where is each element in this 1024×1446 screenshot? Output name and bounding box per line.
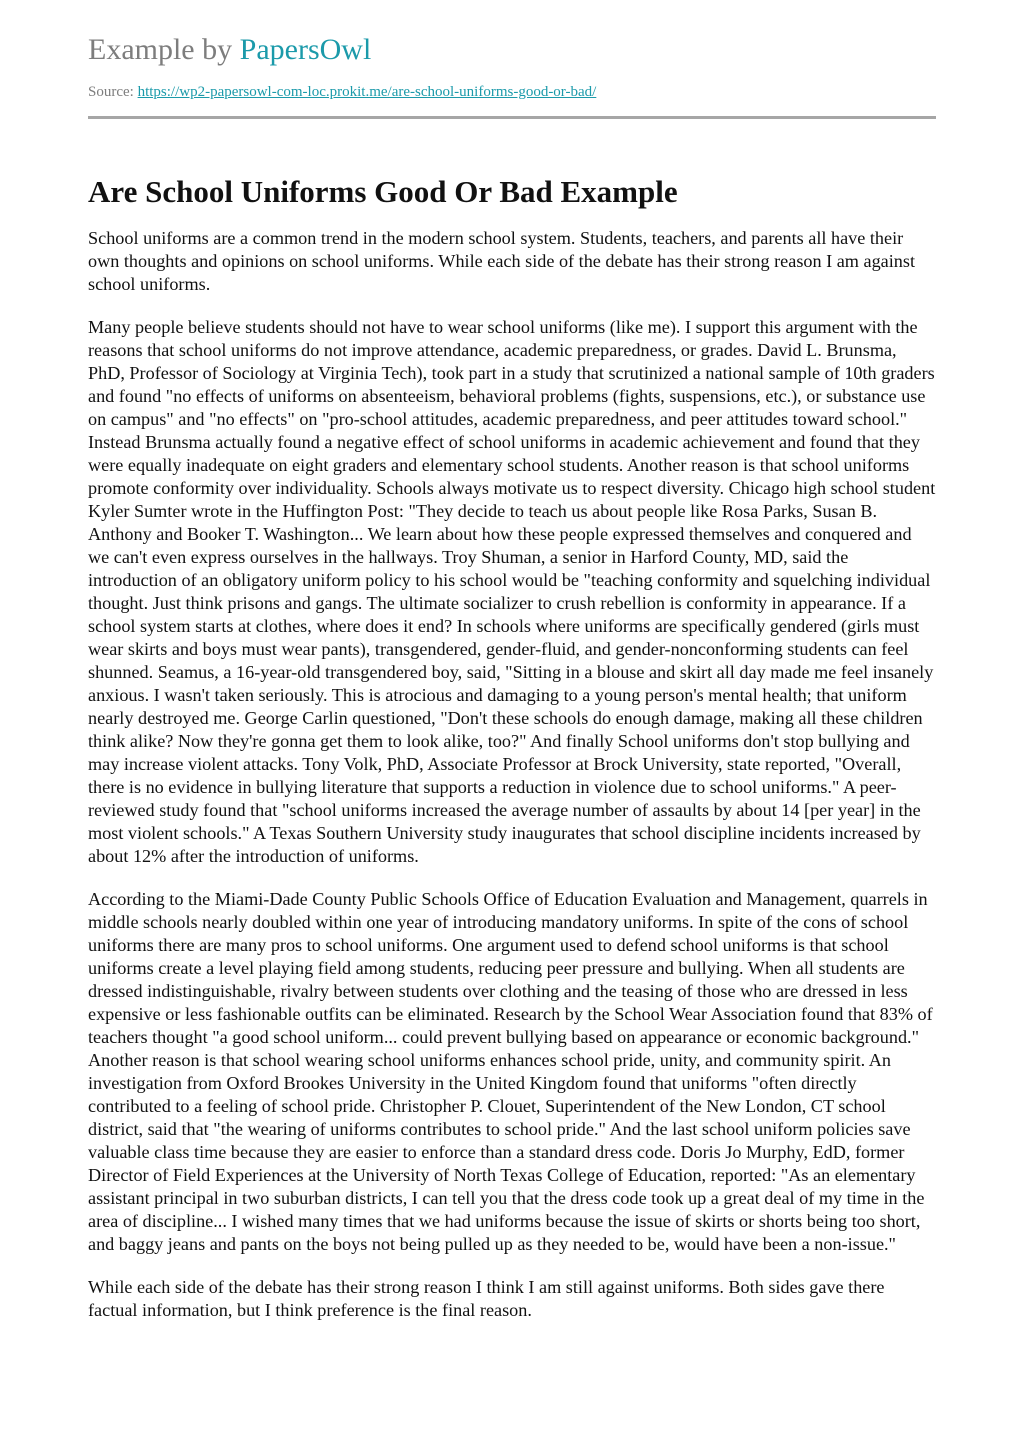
brand-header	[88, 30, 936, 70]
paragraph-2: Many people believe students should not have to wear school uniforms (like me). I support this argument with the reasons that school uniforms do not improve attendance, academic preparedness, or grades. David L. Brunsma, PhD, Professor of Sociology at Virginia Tech), took part in a study that scrutinized a national sample of 10th graders and found "no effects of uniforms on absenteeism, behavioral problems (fights, suspensions, etc.), or substance use on campus" and "no effects" on "pro-school attitudes, academic preparedness, and peer attitudes toward school." Instead Brunsma actually found a negative effect of school uniforms in academic achievement and found that they were equally inadequate on eight graders and elementary school students. Another reason is that school uniforms promote conformity over individuality. Schools always motivate us to respect diversity. Chicago high school student Kyler Sumter wrote in the Huffington Post: "They decide to teach us about people like Rosa Parks, Susan B. Anthony and Booker T. Washington... We learn about how these people expressed themselves and conquered and we can't even express ourselves in the hallways. Troy Shuman, a senior in Harford County, MD, said the introduction of an obligatory uniform policy to his school would be "teaching conformity and squelching individual thought. Just think prisons and gangs. The ultimate socializer to crush rebellion is conformity in appearance. If a school system starts at clothes, where does it end? In schools where uniforms are specifically gendered (girls must wear skirts and boys must wear pants), transgendered, gender-fluid, and gender-nonconforming students can feel shunned. Seamus, a 16-year-old transgendered boy, said, "Sitting in a blouse and skirt all day made me feel insanely anxious. I wasn't taken seriously. This is atrocious and damaging to a young person's mental health; that uniform nearly destroyed me. George Carlin questioned, "Don't these schools do enough damage, making all these children think alike? Now they're gonna get them to look alike, too?" And finally School uniforms don't stop bullying and may increase violent attacks. Tony Volk, PhD, Associate Professor at Brock University, state reported, "Overall, there is no evidence in bullying literature that supports a reduction in violence due to school uniforms." A peer-reviewed study found that "school uniforms increased the average number of assaults by about 14 [per year] in the most violent schools." A Texas Southern University study inaugurates that school discipline incidents increased by about 12% after the introduction of uniforms.	[88, 317, 936, 866]
header-divider	[88, 116, 936, 119]
document-page	[88, 0, 936, 1342]
source-link[interactable]: https://wp2-papersowl-com-loc.prokit.me/are-school-uniforms-good-or-bad/	[137, 84, 597, 100]
brand-prefix: Example by	[88, 33, 240, 66]
document-title: Are School Uniforms Good Or Bad Example	[88, 174, 678, 209]
source-line	[88, 82, 936, 102]
document-body	[88, 227, 936, 1322]
source-label: Source:	[88, 84, 138, 100]
paragraph-4: While each side of the debate has their strong reason I think I am still against uniforms. Both sides gave there factual information, but I think preference is the final reason.	[88, 1277, 885, 1320]
paragraph-3: According to the Miami-Dade County Public Schools Office of Education Evaluation and Management, quarrels in middle schools nearly doubled within one year of introducing mandatory uniforms. In spite of the cons of school uniforms there are many pros to school uniforms. One argument used to defend school uniforms is that school uniforms create a level playing field among students, reducing peer pressure and bullying. When all students are dressed indistinguishable, rivalry between students over clothing and the teasing of those who are dressed in less expensive or less fashionable outfits can be eliminated. Research by the School Wear Association found that 83% of teachers thought "a good school uniform... could prevent bullying based on appearance or economic background." Another reason is that school wearing school uniforms enhances school pride, unity, and community spirit. An investigation from Oxford Brookes University in the United Kingdom found that uniforms "often directly contributed to a feeling of school pride. Christopher P. Clouet, Superintendent of the New London, CT school district, said that "the wearing of uniforms contributes to school pride." And the last school uniform policies save valuable class time because they are easier to enforce than a standard dress code. Doris Jo Murphy, EdD, former Director of Field Experiences at the University of North Texas College of Education, reported: "As an elementary assistant principal in two suburban districts, I can tell you that the dress code took up a great deal of my time in the area of discipline... I wished many times that we had uniforms because the issue of skirts or shorts being too short, and baggy jeans and pants on the boys not being pulled up as they needed to be, would have been a non-issue."	[88, 889, 933, 1254]
paragraph-1: School uniforms are a common trend in the modern school system. Students, teachers, and parents all have their own thoughts and opinions on school uniforms. While each side of the debate has their strong reason I am against school uniforms.	[88, 228, 916, 294]
brand-name[interactable]: PapersOwl	[239, 33, 372, 66]
